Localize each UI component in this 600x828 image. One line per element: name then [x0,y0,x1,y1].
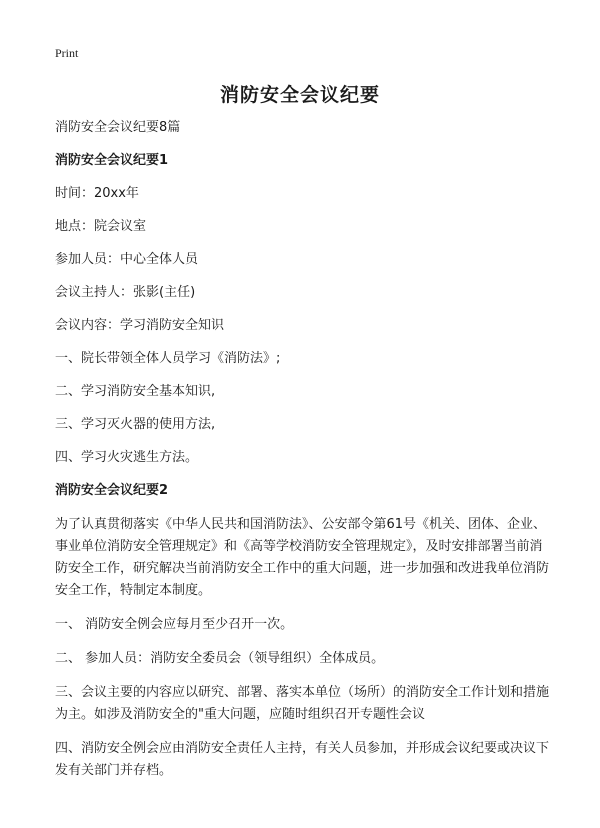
rule-item-2: 二、 参加人员：消防安全委员会（领导组织）全体成员。 [55,651,385,666]
document-body [55,118,555,794]
agenda-item-1: 一、院长带领全体人员学习《消防法》; [55,351,281,366]
rule-item-4: 四、消防安全例会应由消防安全责任人主持，有关人员参加，并形成会议纪要或决议下发有关部门并存档。 [55,741,550,778]
section-2-heading: 消防安全会议纪要2 [55,483,169,498]
agenda-item-3: 三、学习灭火器的使用方法, [55,417,216,432]
section-2-intro-paragraph: 为了认真贯彻落实《中华人民共和国消防法》、公安部令第61号《机关、团体、企业、事业单位消防安全管理规定》和《高等学校消防安全管理规定》，及时安排部署当前消防安全工作，研究解决当前消防安全工作中的重大问题，进一步加强和改进我单位消防安全工作，特制定本制度。 [55,517,550,598]
meeting-content: 会议内容：学习消防安全知识 [55,318,225,333]
meeting-host: 会议主持人：张影(主任) [55,285,196,300]
rule-item-3: 三、会议主要的内容应以研究、部署、落实本单位（场所）的消防安全工作计划和措施为主。如涉及消防安全的"重大问题，应随时组织召开专题性会议 [55,685,550,722]
meeting-time: 时间：20xx年 [55,186,139,201]
agenda-item-4: 四、学习火灾逃生方法。 [55,450,199,465]
page-title: 消防安全会议纪要 [219,84,380,106]
meeting-attendees: 参加人员：中心全体人员 [55,252,199,267]
document-subtitle: 消防安全会议纪要8篇 [55,120,181,135]
meeting-location: 地点：院会议室 [55,219,147,234]
section-1-heading: 消防安全会议纪要1 [55,153,169,168]
print-label[interactable]: Print [55,46,79,60]
rule-item-1: 一、 消防安全例会应每月至少召开一次。 [55,617,294,632]
agenda-item-2: 二、学习消防安全基本知识, [55,384,216,399]
